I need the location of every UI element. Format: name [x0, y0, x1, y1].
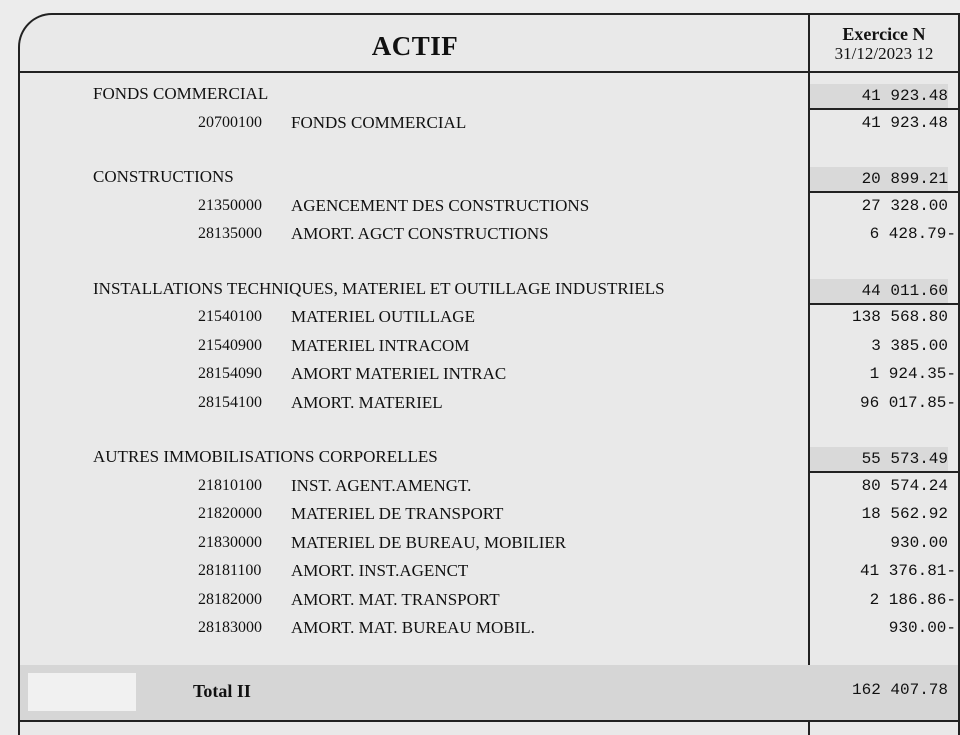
account-amount: 27 328.00	[861, 196, 948, 215]
account-label: MATERIEL DE TRANSPORT	[291, 504, 504, 523]
account-label: AMORT. MATERIEL	[291, 392, 443, 412]
section-row	[20, 80, 958, 108]
account-code: 28181100	[198, 562, 262, 579]
account-label: AMORT MATERIEL INTRAC	[291, 364, 507, 383]
account-code: 21820000	[198, 505, 262, 522]
section-label: FONDS COMMERCIAL	[93, 84, 269, 103]
account-row	[20, 614, 958, 642]
total-row	[20, 665, 958, 721]
account-label: MATERIEL DE BUREAU, MOBILIER	[291, 532, 567, 552]
account-amount: 930.00-	[888, 619, 956, 637]
account-amount: 96 017.85-	[859, 393, 956, 412]
account-code: 28182000	[198, 590, 262, 608]
account-label: MATERIEL INTRACOM	[291, 335, 470, 355]
section-row	[20, 163, 958, 191]
section-row	[20, 443, 958, 471]
account-label: MATERIEL OUTILLAGE	[291, 307, 475, 326]
column-header-exercice	[810, 15, 958, 73]
account-row	[20, 192, 958, 220]
account-amount: 80 574.24	[861, 476, 948, 495]
account-amount: 18 562.92	[861, 505, 948, 523]
account-code: 28135000	[198, 225, 262, 242]
account-row	[20, 557, 958, 585]
account-label: INST. AGENT.AMENGT.	[291, 475, 472, 495]
account-amount: 2 186.86-	[869, 590, 956, 609]
account-amount: 6 428.79-	[869, 225, 956, 243]
account-label: AGENCEMENT DES CONSTRUCTIONS	[291, 195, 590, 215]
account-code: 21350000	[198, 196, 262, 214]
account-row	[20, 220, 958, 248]
account-code: 21540900	[198, 336, 262, 354]
page-title: ACTIF	[371, 30, 459, 61]
account-code: 21540100	[198, 308, 262, 325]
account-amount: 1 924.35-	[869, 365, 956, 383]
account-amount: 3 385.00	[871, 336, 948, 355]
account-code: 21810100	[198, 476, 262, 494]
account-row	[20, 500, 958, 528]
account-label: AMORT. INST.AGENCT	[291, 561, 469, 580]
section-amount: 44 011.60	[810, 279, 948, 303]
account-label: AMORT. MAT. TRANSPORT	[291, 589, 500, 609]
account-amount: 41 376.81-	[859, 562, 956, 580]
account-row	[20, 360, 958, 388]
column-title: Exercice N	[842, 24, 926, 44]
account-amount: 138 568.80	[851, 308, 948, 326]
account-row	[20, 586, 958, 614]
header-actif	[20, 15, 810, 73]
bottom-divider	[20, 720, 960, 722]
section-label: INSTALLATIONS TECHNIQUES, MATERIEL ET OUTILLAGE INDUSTRIELS	[93, 278, 665, 298]
total-label: Total II	[193, 681, 251, 701]
account-code: 21830000	[198, 533, 262, 551]
account-code: 28154090	[198, 365, 262, 382]
account-label: AMORT. AGCT CONSTRUCTIONS	[291, 224, 549, 243]
section-amount: 20 899.21	[810, 167, 948, 191]
column-date: 31/12/2023 12	[834, 44, 934, 63]
total-amount: 162 407.78	[851, 681, 948, 699]
section-amount: 41 923.48	[810, 84, 948, 108]
account-row	[20, 109, 958, 137]
account-row	[20, 303, 958, 331]
account-amount: 930.00	[890, 533, 948, 552]
balance-sheet	[18, 13, 960, 735]
section-row	[20, 275, 958, 303]
section-label: AUTRES IMMOBILISATIONS CORPORELLES	[93, 447, 438, 466]
account-row	[20, 472, 958, 500]
total-cell-blank	[28, 673, 136, 711]
account-amount: 41 923.48	[861, 113, 948, 132]
account-row	[20, 389, 958, 417]
account-code: 28154100	[198, 393, 262, 411]
section-label: CONSTRUCTIONS	[93, 167, 234, 186]
account-label: AMORT. MAT. BUREAU MOBIL.	[291, 618, 535, 637]
account-row	[20, 529, 958, 557]
account-label: FONDS COMMERCIAL	[291, 112, 467, 132]
account-code: 20700100	[198, 113, 262, 131]
account-code: 28183000	[198, 619, 262, 636]
account-row	[20, 332, 958, 360]
section-amount: 55 573.49	[810, 447, 948, 471]
